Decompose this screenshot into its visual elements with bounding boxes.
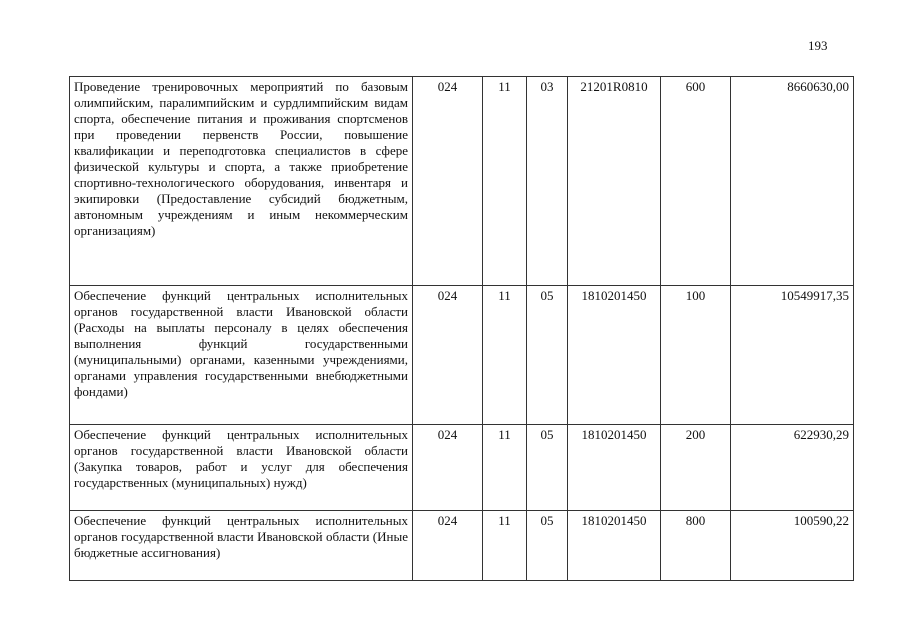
row-section-code: 11: [483, 286, 527, 425]
budget-table: [69, 76, 854, 581]
row-section-code: 11: [483, 425, 527, 511]
page-number: 193: [808, 38, 828, 53]
row-subsection-code: 05: [527, 511, 568, 581]
row-expense-type: 100: [661, 286, 731, 425]
row-ministry-code: 024: [413, 286, 483, 425]
row-description: Обеспечение функций центральных исполнительных органов государственной власти Ивановской области (Расходы на выплаты персоналу в целях обеспечения выполнения функций государственными (муниципальными) органами, казенными учреждениями, органами управления государственными внебюджетными фондами): [70, 286, 413, 425]
row-target-article: 1810201450: [568, 425, 661, 511]
row-description: Обеспечение функций центральных исполнительных органов государственной власти Ивановской области (Закупка товаров, работ и услуг для обеспечения государственных (муниципальных) нужд): [70, 425, 413, 511]
table-row: [70, 286, 854, 425]
row-section-code: 11: [483, 511, 527, 581]
row-target-article: 1810201450: [568, 286, 661, 425]
row-description: Обеспечение функций центральных исполнительных органов государственной власти Ивановской области (Иные бюджетные ассигнования): [70, 511, 413, 581]
row-target-article: 1810201450: [568, 511, 661, 581]
table-row: [70, 425, 854, 511]
table-row: [70, 77, 854, 286]
row-ministry-code: 024: [413, 425, 483, 511]
row-ministry-code: 024: [413, 77, 483, 286]
row-amount: 100590,22: [731, 511, 854, 581]
row-ministry-code: 024: [413, 511, 483, 581]
row-subsection-code: 03: [527, 77, 568, 286]
row-amount: 8660630,00: [731, 77, 854, 286]
row-subsection-code: 05: [527, 425, 568, 511]
row-section-code: 11: [483, 77, 527, 286]
row-description: Проведение тренировочных мероприятий по базовым олимпийским, паралимпийским и сурдлимпийским видам спорта, обеспечение питания и проживания спортсменов при проведении первенств России, повышение квалификации и переподготовка специалистов в сфере физической культуры и спорта, а также приобретение спортивно-технологического оборудования, инвентаря и экипировки (Предоставление субсидий бюджетным, автономным учреждениям и иным некоммерческим организациям): [70, 77, 413, 286]
row-expense-type: 800: [661, 511, 731, 581]
row-amount: 10549917,35: [731, 286, 854, 425]
row-subsection-code: 05: [527, 286, 568, 425]
row-expense-type: 600: [661, 77, 731, 286]
row-expense-type: 200: [661, 425, 731, 511]
table-row: [70, 511, 854, 581]
row-target-article: 21201R0810: [568, 77, 661, 286]
row-amount: 622930,29: [731, 425, 854, 511]
